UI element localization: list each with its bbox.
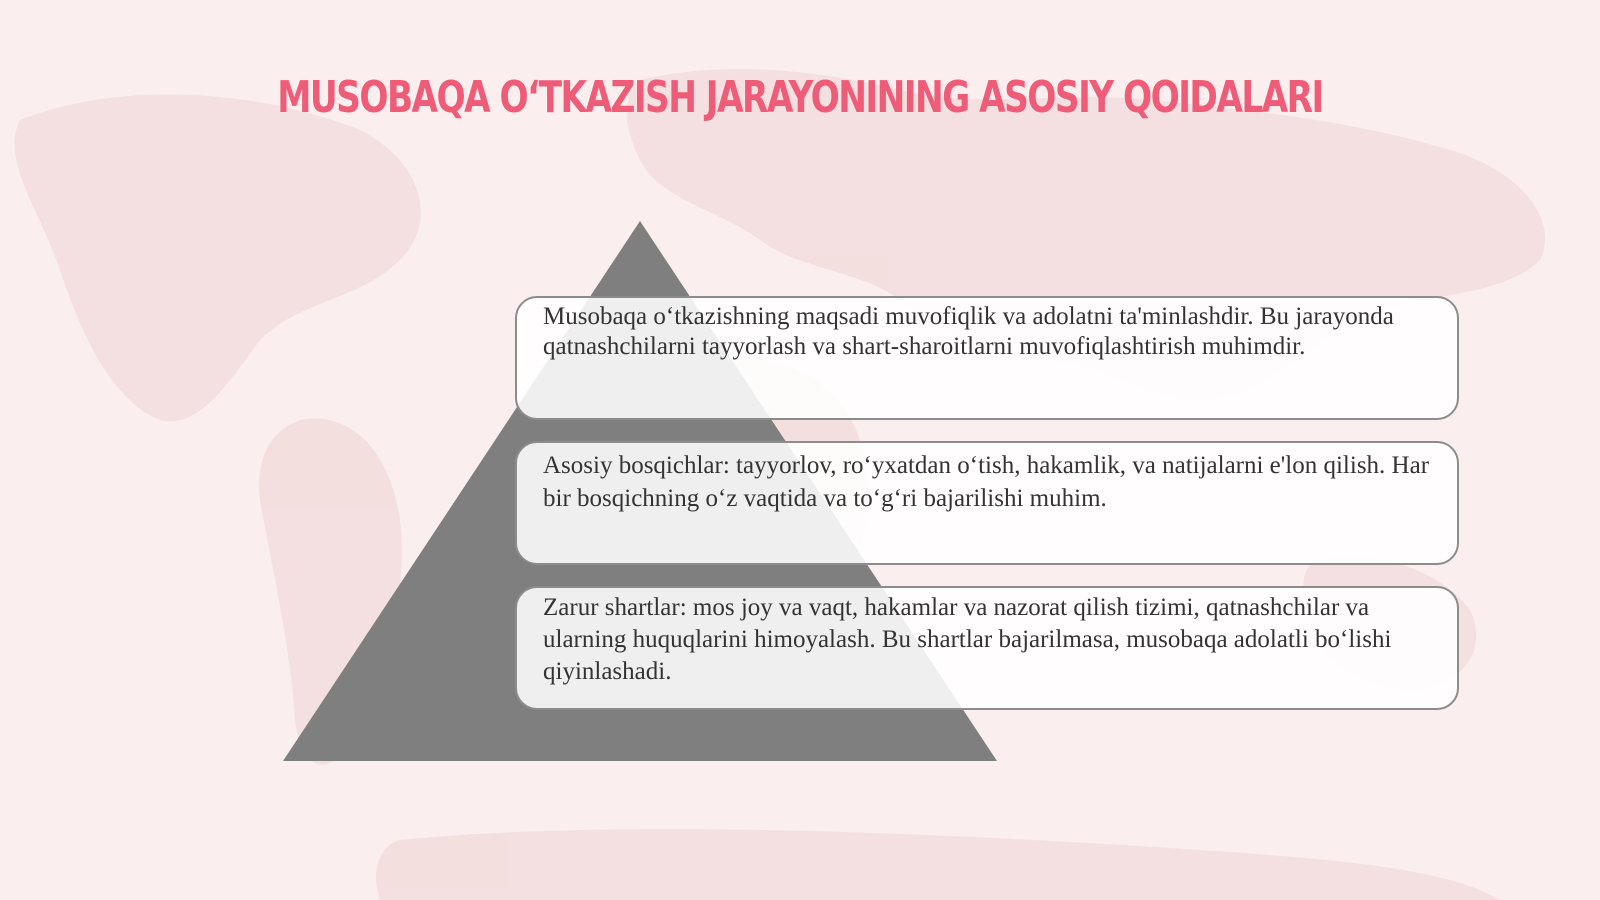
pyramid-level-3-text: Zarur shartlar: mos joy va vaqt, hakamlar va nazorat qilish tizimi, qatnashchilar va ularning huquqlarini himoyalash. Bu shartlar bajarilmasa, musobaqa adolatli bo‘lishi qiyinlashadi. [543,594,1392,685]
pyramid-level-3-card [515,586,1459,710]
slide-title: MUSOBAQA O‘TKAZISH JARAYONINING ASOSIY QOIDALARI [277,72,1323,123]
pyramid-level-2-text: Asosiy bosqichlar: tayyorlov, ro‘yxatdan o‘tish, hakamlik, va natijalarni e'lon qilish. Har bir bosqichning o‘z vaqtida va to‘g‘ri bajarilishi muhim. [543,452,1430,512]
pyramid-level-1-text: Musobaqa o‘tkazishning maqsadi muvofiqlik va adolatni ta'minlashdir. Bu jarayonda qatnashchilarni tayyorlash va shart-sharoitlarni muvofiqlashtirish muhimdir. [543,303,1394,360]
pyramid-level-1-card [515,296,1459,420]
pyramid-level-2-card [515,441,1459,565]
